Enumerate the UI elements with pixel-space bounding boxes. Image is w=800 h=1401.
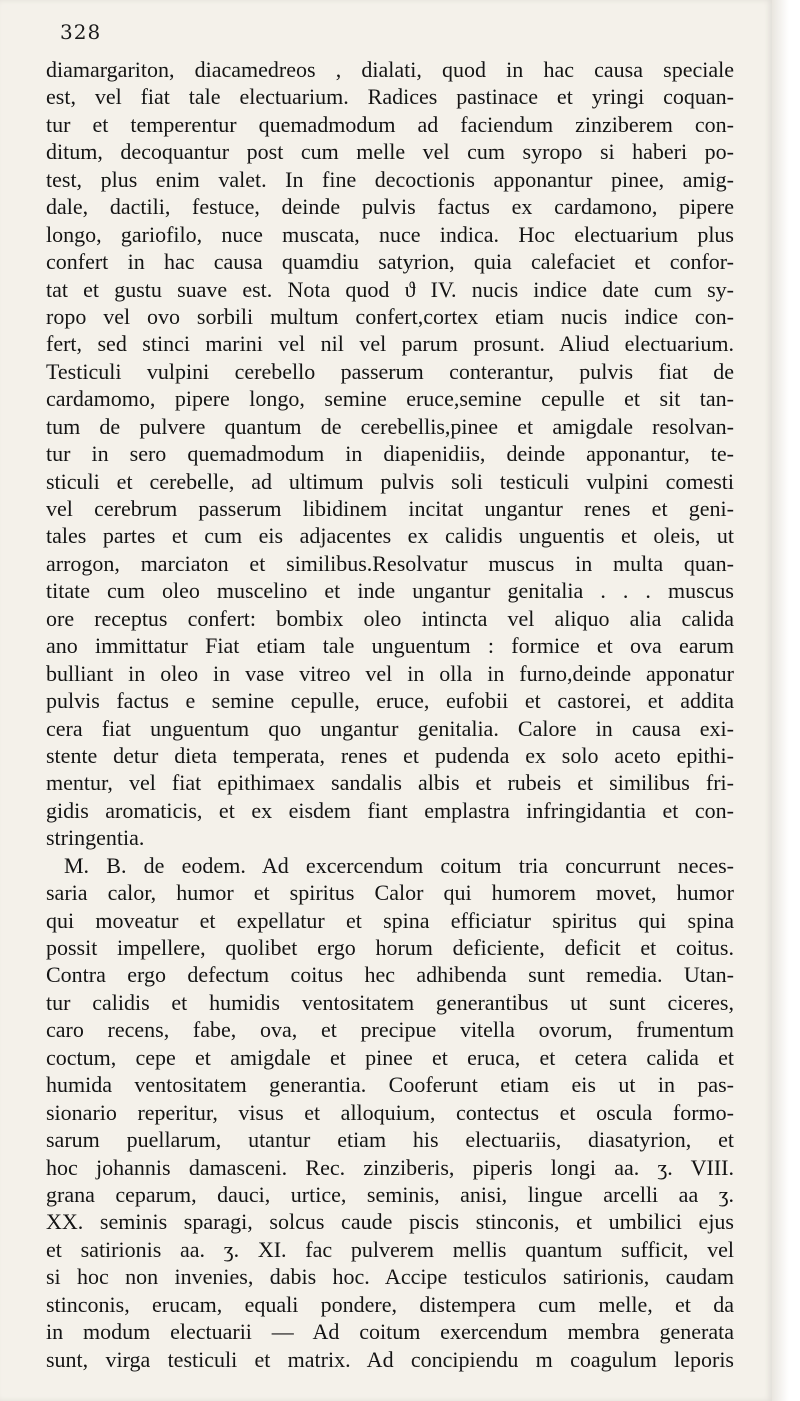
- text-line: qui moveatur et expellatur et spina efficiatur spiritus qui spina: [46, 907, 734, 933]
- text-line: Contra ergo defectum coitus hec adhibenda sunt remedia. Utan-: [46, 962, 734, 988]
- text-line: cardamomo, pipere longo, semine eruce,semine cepulle et sit tan-: [46, 386, 734, 412]
- text-line: stringentia.: [46, 825, 145, 851]
- text-line: fert, sed stinci marini vel nil vel parum prosunt. Aliud electuarium.: [46, 331, 734, 357]
- text-line: stinconis, erucam, equali pondere, distempera cum melle, et da: [46, 1291, 734, 1317]
- text-line: et satirionis aa. ʒ. XI. fac pulverem mellis quantum sufficit, vel: [46, 1236, 734, 1262]
- text-line: Testiculi vulpini cerebello passerum conterantur, pulvis fiat de: [46, 358, 734, 384]
- text-line: diamargariton, diacamedreos , dialati, quod in hac causa speciale: [46, 57, 734, 82]
- text-line: sunt, virga testiculi et matrix. Ad concipiendu m coagulum leporis: [46, 1346, 734, 1372]
- text-line: titate cum oleo muscelino et inde ungantur genitalia . . . muscus: [46, 578, 734, 604]
- text-line: hoc johannis damasceni. Rec. zinziberis, piperis longi aa. ʒ. VIII.: [46, 1154, 734, 1180]
- text-line: M. B. de eodem. Ad excercendum coitum tria concurrunt neces-: [64, 852, 734, 878]
- text-line: si hoc non invenies, dabis hoc. Accipe testiculos satirionis, caudam: [46, 1264, 734, 1290]
- text-line: ropo vel ovo sorbili multum confert,cortex etiam nucis indice con-: [46, 303, 734, 329]
- text-line: ditum, decoquantur post cum melle vel cum syropo si haberi po-: [46, 139, 734, 165]
- text-line: sionario reperitur, visus et alloquium, contectus et oscula formo-: [46, 1099, 734, 1125]
- text-line: saria calor, humor et spiritus Calor qui humorem movet, humor: [46, 880, 734, 906]
- text-line: tur calidis et humidis ventositatem generantibus ut sunt ciceres,: [46, 989, 734, 1015]
- text-line: confert in hac causa quamdiu satyrion, quia calefaciet et confor-: [46, 249, 734, 275]
- text-line: pulvis factus e semine cepulle, eruce, eufobii et castorei, et addita: [46, 688, 734, 714]
- text-line: tur in sero quemadmodum in diapenidiis, deinde apponantur, te-: [46, 441, 734, 467]
- text-line: in modum electuarii — Ad coitum exercendum membra generata: [46, 1319, 734, 1345]
- text-line: arrogon, marciaton et similibus.Resolvatur muscus in multa quan-: [46, 550, 734, 576]
- text-line: XX. seminis sparagi, solcus caude piscis stinconis, et umbilici ejus: [46, 1209, 734, 1235]
- text-line: tur et temperentur quemadmodum ad faciendum zinziberem con-: [46, 111, 734, 137]
- text-line: stente detur dieta temperata, renes et pudenda ex solo aceto epithi-: [46, 742, 734, 768]
- text-line: humida ventositatem generantia. Cooferunt etiam eis ut in pas-: [46, 1072, 734, 1098]
- text-line: tum de pulvere quantum de cerebellis,pinee et amigdale resolvan-: [46, 413, 734, 439]
- text-line: grana ceparum, dauci, urtice, seminis, anisi, lingue arcelli aa ʒ.: [46, 1181, 734, 1207]
- text-line: coctum, cepe et amigdale et pinee et eruca, et cetera calida et: [46, 1044, 734, 1070]
- text-line: sarum puellarum, utantur etiam his electuariis, diasatyrion, et: [46, 1127, 734, 1153]
- text-line: cera fiat unguentum quo ungantur genitalia. Calore in causa exi-: [46, 715, 734, 741]
- text-line: test, plus enim valet. In fine decoctionis apponantur pinee, amig-: [46, 166, 734, 192]
- text-line: est, vel fiat tale electuarium. Radices pastinace et yringi coquan-: [46, 84, 734, 110]
- text-line: tat et gustu suave est. Nota quod ϑ IV. nucis indice date cum sy-: [46, 276, 734, 302]
- text-line: dale, dactili, festuce, deinde pulvis factus ex cardamono, pipere: [46, 194, 734, 220]
- text-line: vel cerebrum passerum libidinem incitat ungantur renes et geni-: [46, 496, 734, 521]
- page-edge: [772, 0, 800, 1401]
- text-line: ore receptus confert: bombix oleo intincta vel aliquo alia calida: [46, 605, 734, 631]
- text-line: gidis aromaticis, et ex eisdem fiant emplastra infringidantia et con-: [46, 797, 734, 823]
- body-text: [46, 56, 734, 1373]
- text-line: sticuli et cerebelle, ad ultimum pulvis soli testiculi vulpini comesti: [46, 468, 734, 494]
- text-line: caro recens, fabe, ova, et precipue vitella ovorum, frumentum: [46, 1017, 734, 1043]
- text-line: mentur, vel fiat epithimaex sandalis albis et rubeis et similibus fri-: [46, 770, 734, 796]
- text-line: tales partes et cum eis adjacentes ex calidis unguentis et oleis, ut: [46, 523, 734, 549]
- text-line: bulliant in oleo in vase vitreo vel in olla in furno,deinde apponatur: [46, 660, 734, 686]
- page-number: 328: [60, 20, 102, 44]
- text-line: ano immittatur Fiat etiam tale unguentum : formice et ova earum: [46, 633, 734, 659]
- text-line: longo, gariofilo, nuce muscata, nuce indica. Hoc electuarium plus: [46, 221, 734, 247]
- text-line: possit impellere, quolibet ergo horum deficiente, deficit et coitus.: [46, 935, 734, 960]
